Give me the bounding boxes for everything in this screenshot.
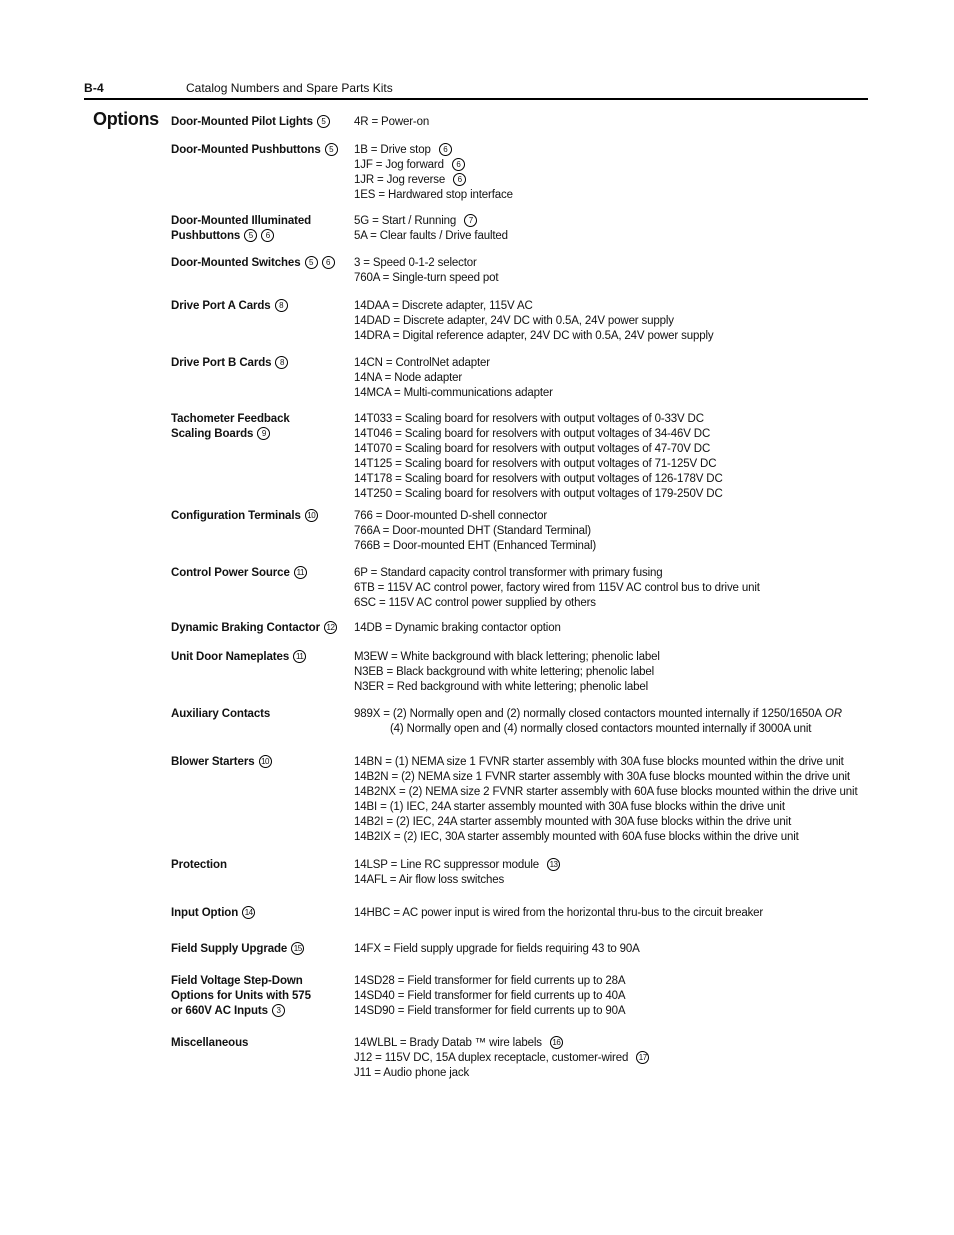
option-category-label (171, 509, 346, 524)
option-category-label (171, 1036, 346, 1051)
option-code-line (354, 329, 874, 344)
option-code-text: N3EB = Black background with white lettering; phenolic label (354, 666, 655, 678)
option-code-text: 14DAA = Discrete adapter, 115V AC (354, 300, 533, 312)
footnote-marker-6: 6 (453, 173, 466, 186)
option-code-text: 14B2N = (2) NEMA size 1 FVNR starter assembly with 30A fuse blocks mounted within the drive unit (354, 771, 850, 783)
option-code-text: 6TB = 115V AC control power, factory wired from 115V AC control bus to drive unit (354, 582, 760, 594)
option-category-line (171, 906, 346, 921)
option-category-text: Door-Mounted Pushbuttons (171, 144, 321, 156)
option-category-line (171, 356, 346, 371)
option-code-text: M3EW = White background with black lettering; phenolic label (354, 651, 660, 663)
footnote-marker-5: 5 (244, 229, 257, 242)
page-number: B-4 (84, 81, 104, 95)
option-category-label (171, 143, 346, 158)
option-category-text: Field Voltage Step-Down (171, 975, 303, 987)
option-codes (354, 1036, 874, 1081)
option-category-text: Door-Mounted Illuminated (171, 215, 312, 227)
option-code-text: 14T250 = Scaling board for resolvers with output voltages of 179-250V DC (354, 488, 723, 500)
option-code-line (354, 621, 874, 636)
option-code-line (354, 800, 874, 815)
footnote-marker-16: 16 (550, 1036, 563, 1049)
option-code-line (354, 509, 874, 524)
option-code-line (354, 356, 874, 371)
option-category-text: Scaling Boards (171, 428, 254, 440)
option-category-label (171, 707, 346, 722)
option-codes (354, 299, 874, 344)
option-codes (354, 256, 874, 286)
option-code-line (354, 442, 874, 457)
footnote-marker-7: 7 (464, 214, 477, 227)
option-category-text: Drive Port A Cards (171, 300, 271, 312)
option-code-line (354, 371, 874, 386)
option-code-line (354, 386, 874, 401)
option-code-line (354, 1066, 874, 1081)
option-code-line (354, 858, 874, 873)
option-codes (354, 755, 874, 845)
option-code-line (354, 115, 874, 130)
option-code-line (354, 256, 874, 271)
option-category-label (171, 650, 346, 665)
option-codes (354, 143, 874, 203)
option-code-text: 14B2IX = (2) IEC, 30A starter assembly mounted with 60A fuse blocks within the drive unit (354, 831, 799, 843)
option-code-line (354, 487, 874, 502)
option-category-label (171, 755, 346, 770)
option-category-text: Door-Mounted Pilot Lights (171, 116, 313, 128)
option-code-line (354, 472, 874, 487)
option-code-text: 14B2NX = (2) NEMA size 2 FVNR starter assembly with 60A fuse blocks mounted within the drive unit (354, 786, 858, 798)
option-code-line (354, 596, 874, 611)
option-category-label (171, 566, 346, 581)
footnote-marker-15: 15 (291, 942, 304, 955)
footnote-marker-5: 5 (305, 256, 318, 269)
option-codes (354, 942, 874, 957)
option-codes (354, 566, 874, 611)
option-code-text: 1JR = Jog reverse (354, 174, 446, 186)
footnote-marker-5: 5 (317, 115, 330, 128)
option-code-text: 14SD90 = Field transformer for field currents up to 90A (354, 1005, 626, 1017)
option-codes (354, 621, 874, 636)
option-code-text: 989X = (2) Normally open and (2) normally closed contactors mounted internally if 1250/1650A (354, 708, 822, 720)
option-category-line (171, 214, 346, 229)
option-category-line (171, 229, 346, 244)
option-category-text: Configuration Terminals (171, 510, 301, 522)
option-category-text: Dynamic Braking Contactor (171, 622, 320, 634)
footnote-marker-8: 8 (275, 356, 288, 369)
option-code-line (354, 427, 874, 442)
option-code-text: 14T125 = Scaling board for resolvers with output voltages of 71-125V DC (354, 458, 717, 470)
option-category-line (171, 143, 346, 158)
footnote-marker-14: 14 (242, 906, 255, 919)
option-code-text: 14DAD = Discrete adapter, 24V DC with 0.5A, 24V power supply (354, 315, 674, 327)
option-code-text: 14NA = Node adapter (354, 372, 463, 384)
option-category-text: Unit Door Nameplates (171, 651, 290, 663)
option-code-line (354, 143, 874, 158)
option-code-line (354, 214, 874, 229)
option-code-line (354, 457, 874, 472)
option-category-label (171, 356, 346, 371)
option-codes (354, 509, 874, 554)
footnote-marker-5: 5 (325, 143, 338, 156)
option-code-conjunction: OR (821, 708, 842, 720)
option-category-label (171, 858, 346, 873)
option-category-line (171, 707, 346, 722)
option-category-text: Control Power Source (171, 567, 290, 579)
option-category-line (171, 1004, 346, 1019)
footnote-marker-6: 6 (261, 229, 274, 242)
option-category-line (171, 509, 346, 524)
footnote-marker-10: 10 (305, 509, 318, 522)
option-category-label (171, 974, 346, 1019)
option-category-label (171, 906, 346, 921)
option-codes (354, 858, 874, 888)
option-code-text: 14T033 = Scaling board for resolvers with output voltages of 0-33V DC (354, 413, 704, 425)
option-code-text: 766 = Door-mounted D-shell connector (354, 510, 548, 522)
option-code-line (354, 785, 874, 800)
option-code-text: 6SC = 115V AC control power supplied by others (354, 597, 596, 609)
option-code-text: 14T178 = Scaling board for resolvers with output voltages of 126-178V DC (354, 473, 723, 485)
option-category-text: Options for Units with 575 (171, 990, 311, 1002)
option-code-line (354, 755, 874, 770)
option-category-line (171, 566, 346, 581)
option-code-line (354, 650, 874, 665)
option-category-line (171, 974, 346, 989)
option-code-line (354, 299, 874, 314)
option-code-line (354, 770, 874, 785)
option-category-text: Door-Mounted Switches (171, 257, 301, 269)
option-code-text: 5G = Start / Running (354, 215, 457, 227)
option-category-text: Input Option (171, 907, 239, 919)
footnote-marker-8: 8 (275, 299, 288, 312)
footnote-marker-6: 6 (322, 256, 335, 269)
option-code-text: 14WLBL = Brady Datab ™ wire labels (354, 1037, 542, 1049)
option-code-text: 3 = Speed 0-1-2 selector (354, 257, 477, 269)
option-code-text: 14DRA = Digital reference adapter, 24V DC with 0.5A, 24V power supply (354, 330, 714, 342)
option-code-line (354, 1051, 874, 1066)
option-category-label (171, 621, 346, 636)
option-codes (354, 115, 874, 130)
footnote-marker-11: 11 (293, 650, 306, 663)
option-code-text: 14DB = Dynamic braking contactor option (354, 622, 561, 634)
option-code-text: 14T046 = Scaling board for resolvers with output voltages of 34-46V DC (354, 428, 711, 440)
option-code-line (354, 173, 874, 188)
option-category-line (171, 621, 346, 636)
option-code-text: 760A = Single-turn speed pot (354, 272, 499, 284)
option-code-line (354, 229, 874, 244)
option-code-line (354, 815, 874, 830)
option-code-text: 14FX = Field supply upgrade for fields requiring 43 to 90A (354, 943, 640, 955)
footnote-marker-9: 9 (257, 427, 270, 440)
option-code-line (354, 665, 874, 680)
option-category-line (171, 755, 346, 770)
option-code-line (354, 581, 874, 596)
option-category-label (171, 214, 346, 244)
option-code-line (354, 271, 874, 286)
option-codes (354, 214, 874, 244)
option-category-line (171, 989, 346, 1004)
option-code-text: 1B = Drive stop (354, 144, 431, 156)
option-codes (354, 356, 874, 401)
option-code-line (354, 873, 874, 888)
option-code-line (354, 974, 874, 989)
footnote-marker-3: 3 (272, 1004, 285, 1017)
option-code-text: 14MCA = Multi-communications adapter (354, 387, 553, 399)
option-code-text: 766B = Door-mounted EHT (Enhanced Terminal) (354, 540, 597, 552)
option-category-line (171, 299, 346, 314)
option-code-line (354, 158, 874, 173)
option-codes (354, 906, 874, 921)
option-code-text: 14AFL = Air flow loss switches (354, 874, 505, 886)
footnote-marker-10: 10 (259, 755, 272, 768)
option-codes (354, 650, 874, 695)
option-code-line (354, 1004, 874, 1019)
option-category-line (171, 115, 346, 130)
option-category-line (171, 412, 346, 427)
footnote-marker-13: 13 (547, 858, 560, 871)
option-code-line (354, 188, 874, 203)
footnote-marker-6: 6 (439, 143, 452, 156)
option-code-line (354, 524, 874, 539)
option-code-line (354, 942, 874, 957)
option-category-line (171, 1036, 346, 1051)
option-category-label (171, 942, 346, 957)
option-category-text: Pushbuttons (171, 230, 241, 242)
option-codes (354, 412, 874, 502)
option-code-line (354, 707, 874, 722)
option-code-text: J11 = Audio phone jack (354, 1067, 470, 1079)
option-code-line (354, 1036, 874, 1051)
option-category-label (171, 115, 346, 130)
option-category-label (171, 299, 346, 314)
header-rule (84, 98, 868, 100)
option-category-text: Auxiliary Contacts (171, 708, 271, 720)
option-code-text: 14BI = (1) IEC, 24A starter assembly mounted with 30A fuse blocks within the drive unit (354, 801, 785, 813)
option-code-line (354, 830, 874, 845)
option-category-text: Tachometer Feedback (171, 413, 290, 425)
option-code-line (354, 539, 874, 554)
option-category-line (171, 858, 346, 873)
option-category-line (171, 650, 346, 665)
option-category-line (171, 942, 346, 957)
footnote-marker-6: 6 (452, 158, 465, 171)
option-code-line (354, 680, 874, 695)
option-code-text: 4R = Power-on (354, 116, 430, 128)
option-category-text: or 660V AC Inputs (171, 1005, 268, 1017)
option-category-text: Field Supply Upgrade (171, 943, 288, 955)
option-code-line (354, 722, 874, 737)
footnote-marker-11: 11 (294, 566, 307, 579)
option-code-text: 1ES = Hardwared stop interface (354, 189, 513, 201)
option-category-text: Drive Port B Cards (171, 357, 272, 369)
option-code-text: 6P = Standard capacity control transformer with primary fusing (354, 567, 663, 579)
footnote-marker-12: 12 (324, 621, 337, 634)
option-category-text: Miscellaneous (171, 1037, 249, 1049)
footnote-marker-17: 17 (636, 1051, 649, 1064)
option-code-text: 14SD40 = Field transformer for field currents up to 40A (354, 990, 626, 1002)
option-code-line (354, 989, 874, 1004)
option-code-text: 14T070 = Scaling board for resolvers with output voltages of 47-70V DC (354, 443, 711, 455)
option-code-line (354, 906, 874, 921)
option-code-text: 1JF = Jog forward (354, 159, 444, 171)
option-code-line (354, 566, 874, 581)
option-category-text: Protection (171, 859, 227, 871)
option-category-line (171, 427, 346, 442)
option-codes (354, 974, 874, 1019)
running-header-title: Catalog Numbers and Spare Parts Kits (186, 81, 393, 95)
option-code-text: 766A = Door-mounted DHT (Standard Terminal) (354, 525, 591, 537)
section-title: Options (93, 109, 159, 129)
option-codes (354, 707, 874, 737)
option-code-text: 14B2I = (2) IEC, 24A starter assembly mounted with 30A fuse blocks within the drive unit (354, 816, 792, 828)
option-category-label (171, 256, 346, 271)
option-code-line (354, 412, 874, 427)
option-code-text: (4) Normally open and (4) normally closed contactors mounted internally if 3000A unit (390, 723, 812, 735)
option-code-text: 14BN = (1) NEMA size 1 FVNR starter assembly with 30A fuse blocks mounted within the drive unit (354, 756, 844, 768)
option-code-text: N3ER = Red background with white lettering; phenolic label (354, 681, 648, 693)
option-code-text: 14SD28 = Field transformer for field currents up to 28A (354, 975, 626, 987)
option-code-text: 14LSP = Line RC suppressor module (354, 859, 540, 871)
option-category-line (171, 256, 346, 271)
option-category-label (171, 412, 346, 442)
option-code-text: 14CN = ControlNet adapter (354, 357, 490, 369)
option-code-line (354, 314, 874, 329)
option-code-text: 5A = Clear faults / Drive faulted (354, 230, 508, 242)
option-code-text: 14HBC = AC power input is wired from the horizontal thru-bus to the circuit breaker (354, 907, 764, 919)
option-code-text: J12 = 115V DC, 15A duplex receptacle, customer-wired (354, 1052, 629, 1064)
option-category-text: Blower Starters (171, 756, 255, 768)
